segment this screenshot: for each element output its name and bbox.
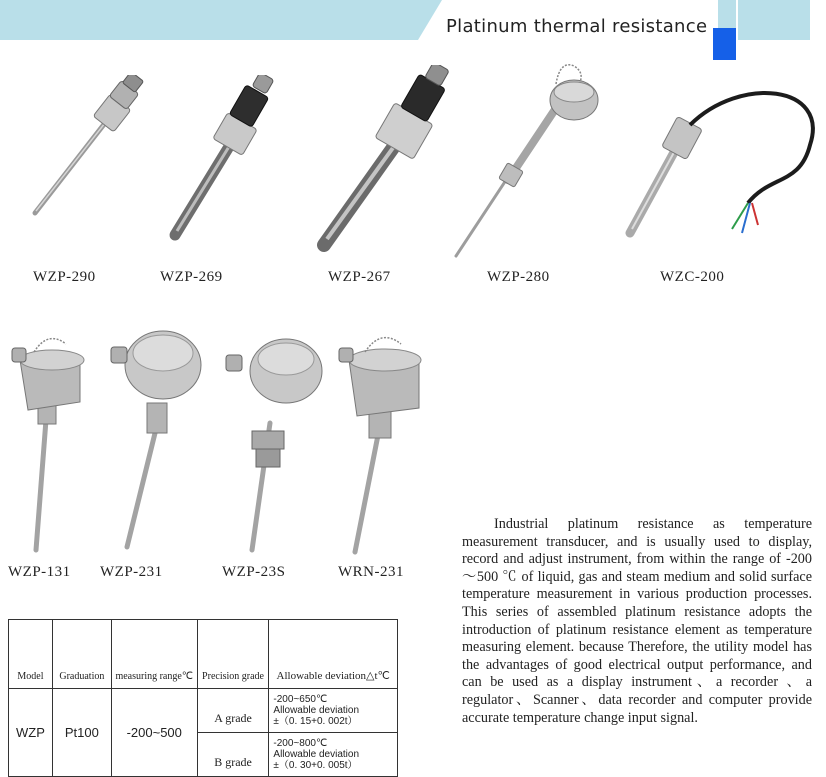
cell-range: -200~500	[111, 689, 197, 777]
header-allowable-deviation: Allowable deviation△t℃	[269, 620, 398, 689]
header-graduation: Graduation	[52, 620, 111, 689]
product-image-wzp-231	[105, 325, 205, 560]
product-label-wrn-231: WRN-231	[338, 564, 404, 580]
header-measuring-range: measuring range℃	[111, 620, 197, 689]
cell-model: WZP	[9, 689, 53, 777]
product-label-wzp-280: WZP-280	[487, 269, 550, 285]
accent-square	[713, 28, 736, 60]
deviation-b-range: -200~800℃	[273, 738, 328, 749]
product-image-wzp-269	[160, 75, 300, 245]
header-model: Model	[9, 620, 53, 689]
product-image-wzc-200	[620, 85, 820, 255]
cell-grade-a: A grade	[197, 689, 269, 733]
product-image-wzp-290	[25, 75, 165, 225]
page-title: Platinum thermal resistance	[446, 16, 708, 37]
product-image-wrn-231	[335, 330, 445, 560]
spec-row-a	[9, 689, 398, 733]
product-label-wzp-269: WZP-269	[160, 269, 223, 285]
product-label-wzp-131: WZP-131	[8, 564, 71, 580]
spec-table-header-row	[9, 620, 398, 689]
spec-table	[8, 619, 398, 777]
product-image-wzp-280	[448, 58, 608, 263]
accent-divider	[736, 0, 738, 40]
product-label-wzp-231: WZP-231	[100, 564, 163, 580]
cell-graduation: Pt100	[52, 689, 111, 777]
product-label-wzc-200: WZC-200	[660, 269, 725, 285]
product-description: Industrial platinum resistance as temperature measurement transducer, and is usually used to display, record and adjust instrument, from within the range of -200～500 ℃ of liquid, gas and steam medium and solid surface temperature measurement in various production processes. This series of assembled platinum resistance adopts the introduction of platinum resistance element as temperature measuring element. because Therefore, the utility model has the advantages of good electrical output performance, and can be used as a display instrument、a recorder 、a regulator、Scanner、data recorder and computer provide accurate temperature change input signal.	[462, 516, 812, 726]
deviation-b-label: Allowable deviation	[273, 749, 360, 760]
product-label-wzp-290: WZP-290	[33, 269, 96, 285]
deviation-b-formula: ±（0. 30+0. 005t）	[273, 760, 358, 771]
product-image-wzp-267	[310, 65, 470, 255]
deviation-a-formula: ±（0. 15+0. 002t）	[273, 716, 358, 727]
product-image-wzp-131	[8, 330, 108, 560]
deviation-a-range: -200~650℃	[273, 694, 328, 705]
header-precision-grade: Precision grade	[197, 620, 269, 689]
product-image-wzp-23s	[222, 335, 332, 560]
cell-grade-b: B grade	[197, 733, 269, 777]
cell-deviation-a	[269, 689, 398, 733]
product-label-wzp-23s: WZP-23S	[222, 564, 286, 580]
deviation-a-label: Allowable deviation	[273, 705, 360, 716]
cell-deviation-b	[269, 733, 398, 777]
product-label-wzp-267: WZP-267	[328, 269, 391, 285]
